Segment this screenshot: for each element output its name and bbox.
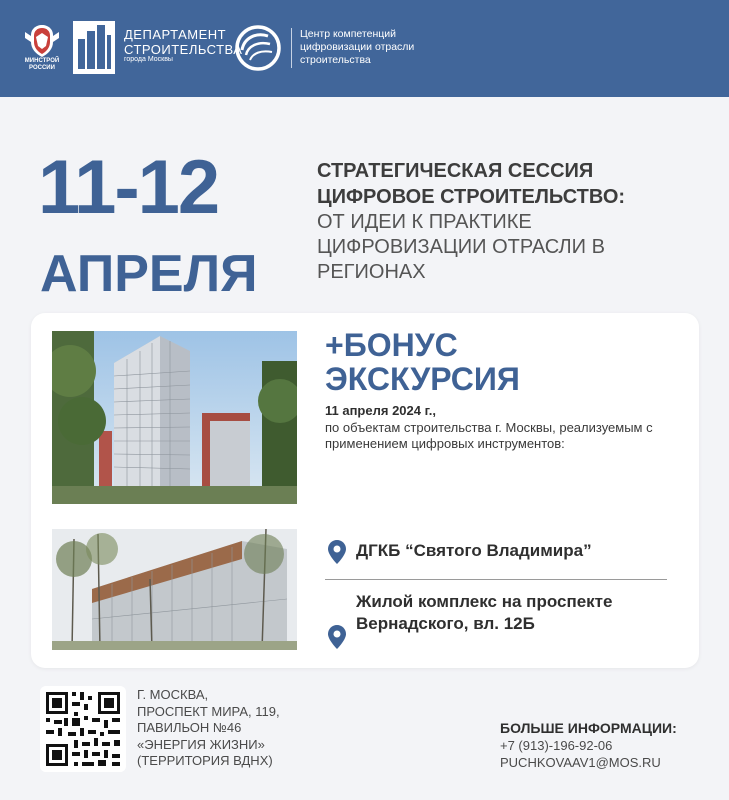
department-subtitle: города Москвы bbox=[124, 56, 173, 63]
excursion-title: ЭКСКУРСИЯ bbox=[325, 361, 520, 397]
session-title-line1: СТРАТЕГИЧЕСКАЯ СЕССИЯ bbox=[317, 160, 594, 182]
minstroy-label: МИНСТРОЙ РОССИИ bbox=[24, 58, 60, 71]
department-logo-icon bbox=[73, 21, 115, 74]
building-photo-1 bbox=[52, 331, 297, 504]
more-info-title: БОЛЬШЕ ИНФОРМАЦИИ: bbox=[500, 720, 677, 736]
excursion-date: 11 апреля 2024 г., bbox=[325, 403, 436, 418]
location-1: ДГКБ “Святого Владимира” bbox=[356, 541, 592, 560]
location-divider bbox=[325, 579, 667, 580]
contact-email[interactable]: PUCHKOVAAV1@MOS.RU bbox=[500, 755, 661, 770]
venue-address: Г. МОСКВА, ПРОСПЕКТ МИРА, 119, ПАВИЛЬОН №46 «ЭНЕРГИЯ ЖИЗНИ» (ТЕРРИТОРИЯ ВДНХ) bbox=[137, 687, 280, 768]
event-dates: 11-12 bbox=[38, 145, 219, 230]
competence-center-text: Центр компетенций цифровизации отрасли строительства bbox=[300, 28, 415, 66]
session-subtitle-line3: РЕГИОНАХ bbox=[317, 261, 426, 283]
department-title: ДЕПАРТАМЕНТ СТРОИТЕЛЬСТВА bbox=[124, 27, 243, 57]
session-title bbox=[317, 158, 697, 285]
competence-center-logo-icon bbox=[234, 24, 282, 72]
location-pin-icon bbox=[328, 540, 346, 564]
session-subtitle-line2: ЦИФРОВИЗАЦИИ ОТРАСЛИ В bbox=[317, 236, 605, 258]
header-bar bbox=[0, 0, 729, 97]
qr-code[interactable] bbox=[40, 686, 126, 772]
location-2: Жилой комплекс на проспекте Вернадского, вл. 12Б bbox=[356, 592, 613, 633]
excursion-description: по объектам строительства г. Москвы, реализуемым с применением цифровых инструментов: bbox=[325, 420, 653, 451]
bonus-title: +БОНУС bbox=[325, 327, 458, 363]
event-month: АПРЕЛЯ bbox=[40, 245, 258, 303]
header-divider bbox=[291, 28, 292, 68]
session-subtitle-line1: ОТ ИДЕИ К ПРАКТИКЕ bbox=[317, 211, 532, 233]
location-pin-icon bbox=[328, 625, 346, 649]
contact-phone[interactable]: +7 (913)-196-92-06 bbox=[500, 738, 613, 753]
minstroy-emblem-icon bbox=[22, 22, 62, 60]
building-photo-2 bbox=[52, 529, 297, 650]
session-title-line2: ЦИФРОВОЕ СТРОИТЕЛЬСТВО: bbox=[317, 186, 626, 208]
